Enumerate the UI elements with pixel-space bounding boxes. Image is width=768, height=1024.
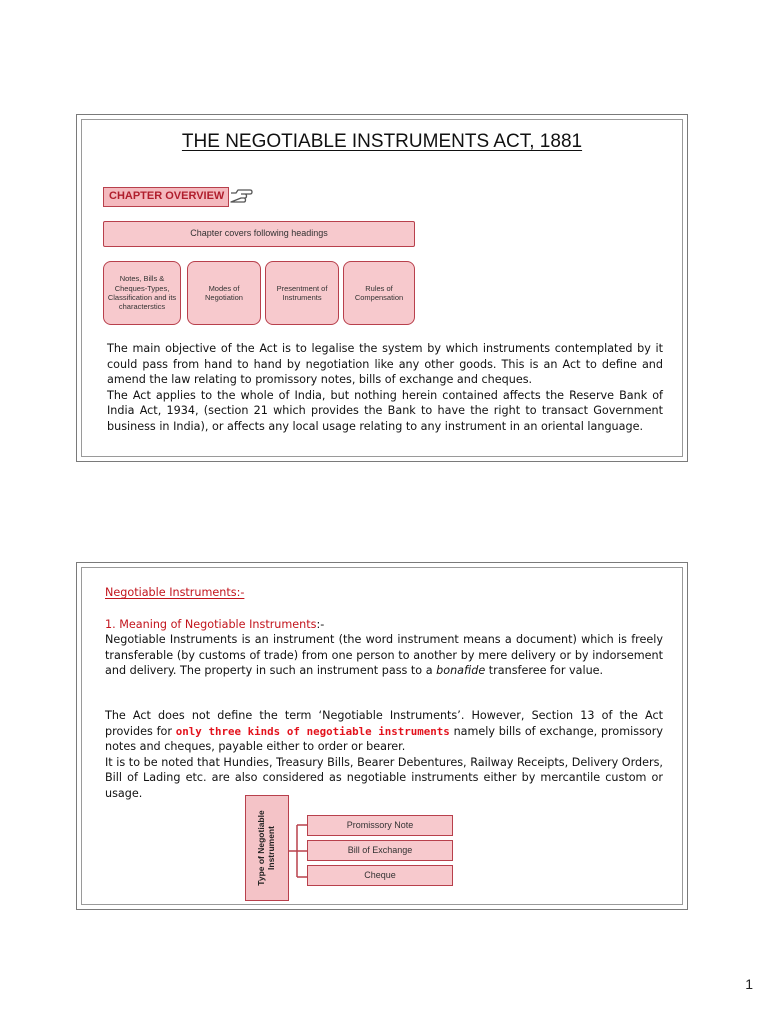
heading-box-compensation: Rules of Compensation — [343, 261, 415, 325]
definition-paragraph — [105, 708, 663, 802]
section-13-text: The Act does not define the term ‘Negotiable Instruments’. However, Section 13 of the Act provides for — [105, 709, 663, 738]
meaning-heading-label: 1. Meaning of Negotiable Instruments — [105, 618, 317, 631]
bonafide-term: bonafide — [436, 664, 486, 678]
heading-box-notes-bills: Notes, Bills & Cheques-Types, Classification and its characterstics — [103, 261, 181, 325]
meaning-heading-suffix: :- — [316, 618, 325, 631]
section-13-paragraph — [105, 708, 663, 755]
heading-box-modes: Modes of Negotiation — [187, 261, 261, 325]
other-instruments-paragraph: It is to be noted that Hundies, Treasury Bills, Bearer Debentures, Railway Receipts, Delivery Orders, Bill of Lading etc. are also considered as negotiable instruments either by mercantile custom or usage. — [105, 755, 663, 800]
section-13-text-end: namely bills of exchange, promissory notes and cheques, payable either to order or bearer. — [105, 724, 663, 754]
instrument-type-label-box — [245, 795, 289, 901]
intro-paragraph-1: The main objective of the Act is to legalise the system by which instruments contemplated by it could pass from hand to hand by negotiation like any other goods. This is an Act to define and amend the law relating to promissory notes, bills of exchange and cheques. — [107, 342, 663, 387]
intro-text — [107, 341, 663, 435]
type-promissory-note: Promissory Note — [307, 815, 453, 836]
highlight-three-kinds: only three kinds of negotiable instruments — [175, 724, 450, 738]
heading-box-presentment: Presentment of Instruments — [265, 261, 339, 325]
meaning-paragraph — [105, 632, 663, 679]
intro-paragraph-2: The Act applies to the whole of India, but nothing herein contained affects the Reserve Bank of India Act, 1934, (section 21 which provides the Bank to have the right to transact Government business in India), or affects any local usage relating to any instrument in an oriental language. — [107, 388, 663, 433]
instrument-type-label: Type of Negotiable Instrument — [256, 810, 276, 886]
type-cheque: Cheque — [307, 865, 453, 886]
slide-2 — [76, 562, 688, 910]
chapter-overview-badge: CHAPTER OVERVIEW — [103, 187, 229, 207]
meaning-text: Negotiable Instruments is an instrument (the word instrument means a document) which is freely transferable (by customs of trade) from one person to another by mere delivery or by indorsement and delivery. The property in such an instrument pass to a — [105, 633, 663, 678]
slide-1 — [76, 114, 688, 462]
meaning-text-end: transferee for value. — [485, 664, 604, 678]
section-heading: Negotiable Instruments:- — [105, 586, 245, 599]
type-bill-of-exchange: Bill of Exchange — [307, 840, 453, 861]
diagram-connector — [289, 807, 309, 895]
pointing-hand-icon — [229, 185, 253, 207]
page-number: 1 — [745, 976, 753, 992]
meaning-heading — [105, 617, 324, 633]
page-title: THE NEGOTIABLE INSTRUMENTS ACT, 1881 — [181, 131, 583, 152]
chapter-covers-box: Chapter covers following headings — [103, 221, 415, 247]
